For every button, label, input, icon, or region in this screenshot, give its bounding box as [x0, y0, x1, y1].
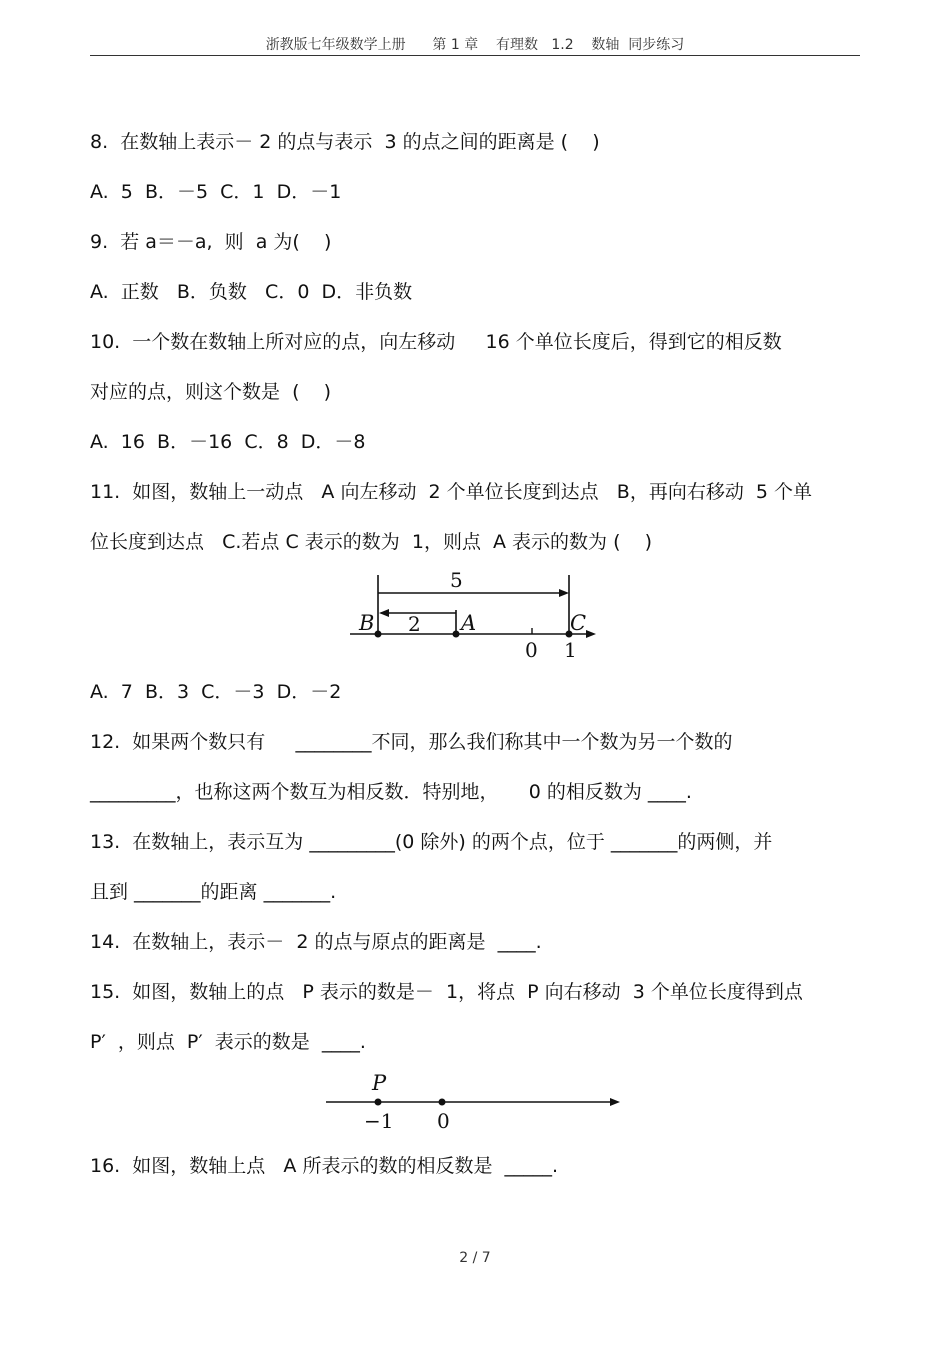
- point-B: [375, 631, 382, 638]
- number-line-figure-abc: [340, 572, 610, 664]
- question-8-options: A. 5 B．－5 C．1 D．－1: [90, 181, 342, 203]
- label-0: 0: [525, 638, 538, 662]
- label-0: 0: [437, 1109, 450, 1133]
- question-8: 8. 在数轴上表示－ 2 的点与表示 3 的点之间的距离是 ( ): [90, 131, 600, 153]
- label-A: A: [461, 611, 477, 635]
- question-15-line-1: 15. 如图，数轴上的点 P 表示的数是－ 1，将点 P 向右移动 3 个单位长度得到点: [90, 981, 803, 1003]
- question-10-line-2: 对应的点，则这个数是 ( ): [90, 381, 332, 403]
- label-B: B: [359, 611, 375, 635]
- question-9-options: A. 正数 B．负数 C．0 D．非负数: [90, 281, 413, 303]
- axis-arrow: [586, 630, 596, 638]
- label-P: P: [372, 1071, 387, 1095]
- question-12-line-2: _________，也称这两个数互为相反数．特别地， 0 的相反数为 ____.: [90, 781, 692, 803]
- label-5: 5: [450, 572, 463, 592]
- point-P: [375, 1099, 382, 1106]
- page-number: 2 / 7: [459, 1250, 491, 1266]
- label-neg1: −1: [364, 1109, 394, 1133]
- label-1: 1: [564, 638, 577, 662]
- question-11-line-2: 位长度到达点 C.若点 C 表示的数为 1，则点 A 表示的数为 ( ): [90, 531, 653, 553]
- question-13-line-1: 13. 在数轴上，表示互为 _________(0 除外) 的两个点，位于 _______的两侧，并: [90, 831, 773, 853]
- axis-arrow: [610, 1098, 620, 1106]
- question-11-line-1: 11. 如图，数轴上一动点 A 向左移动 2 个单位长度到达点 B，再向右移动 5 个单: [90, 481, 813, 503]
- arrow-2-head: [379, 609, 389, 617]
- label-2: 2: [408, 612, 421, 636]
- question-9: 9. 若 a＝－a, 则 a 为( ): [90, 231, 332, 253]
- question-13-line-2: 且到 _______的距离 _______.: [90, 881, 337, 903]
- question-15-line-2: P′ ，则点 P′ 表示的数是 ____.: [90, 1031, 366, 1053]
- arrow-5-head: [559, 589, 569, 597]
- label-C: C: [570, 611, 587, 635]
- point-A: [453, 631, 460, 638]
- question-11-options: A. 7 B．3 C．－3 D．－2: [90, 681, 342, 703]
- number-line-figure-p: [320, 1068, 630, 1134]
- page-header: 浙教版七年级数学上册 第 1 章 有理数 1.2 数轴 同步练习: [265, 37, 685, 53]
- question-16: 16. 如图，数轴上点 A 所表示的数的相反数是 _____.: [90, 1155, 559, 1177]
- point-origin: [439, 1099, 446, 1106]
- question-10-line-1: 10. 一个数在数轴上所对应的点，向左移动 16 个单位长度后，得到它的相反数: [90, 331, 782, 353]
- question-14: 14. 在数轴上，表示－ 2 的点与原点的距离是 ____.: [90, 931, 542, 953]
- header-divider: [90, 55, 860, 56]
- question-12-line-1: 12. 如果两个数只有 ________不同，那么我们称其中一个数为另一个数的: [90, 731, 733, 753]
- question-10-options: A. 16 B．－16 C．8 D．－8: [90, 431, 366, 453]
